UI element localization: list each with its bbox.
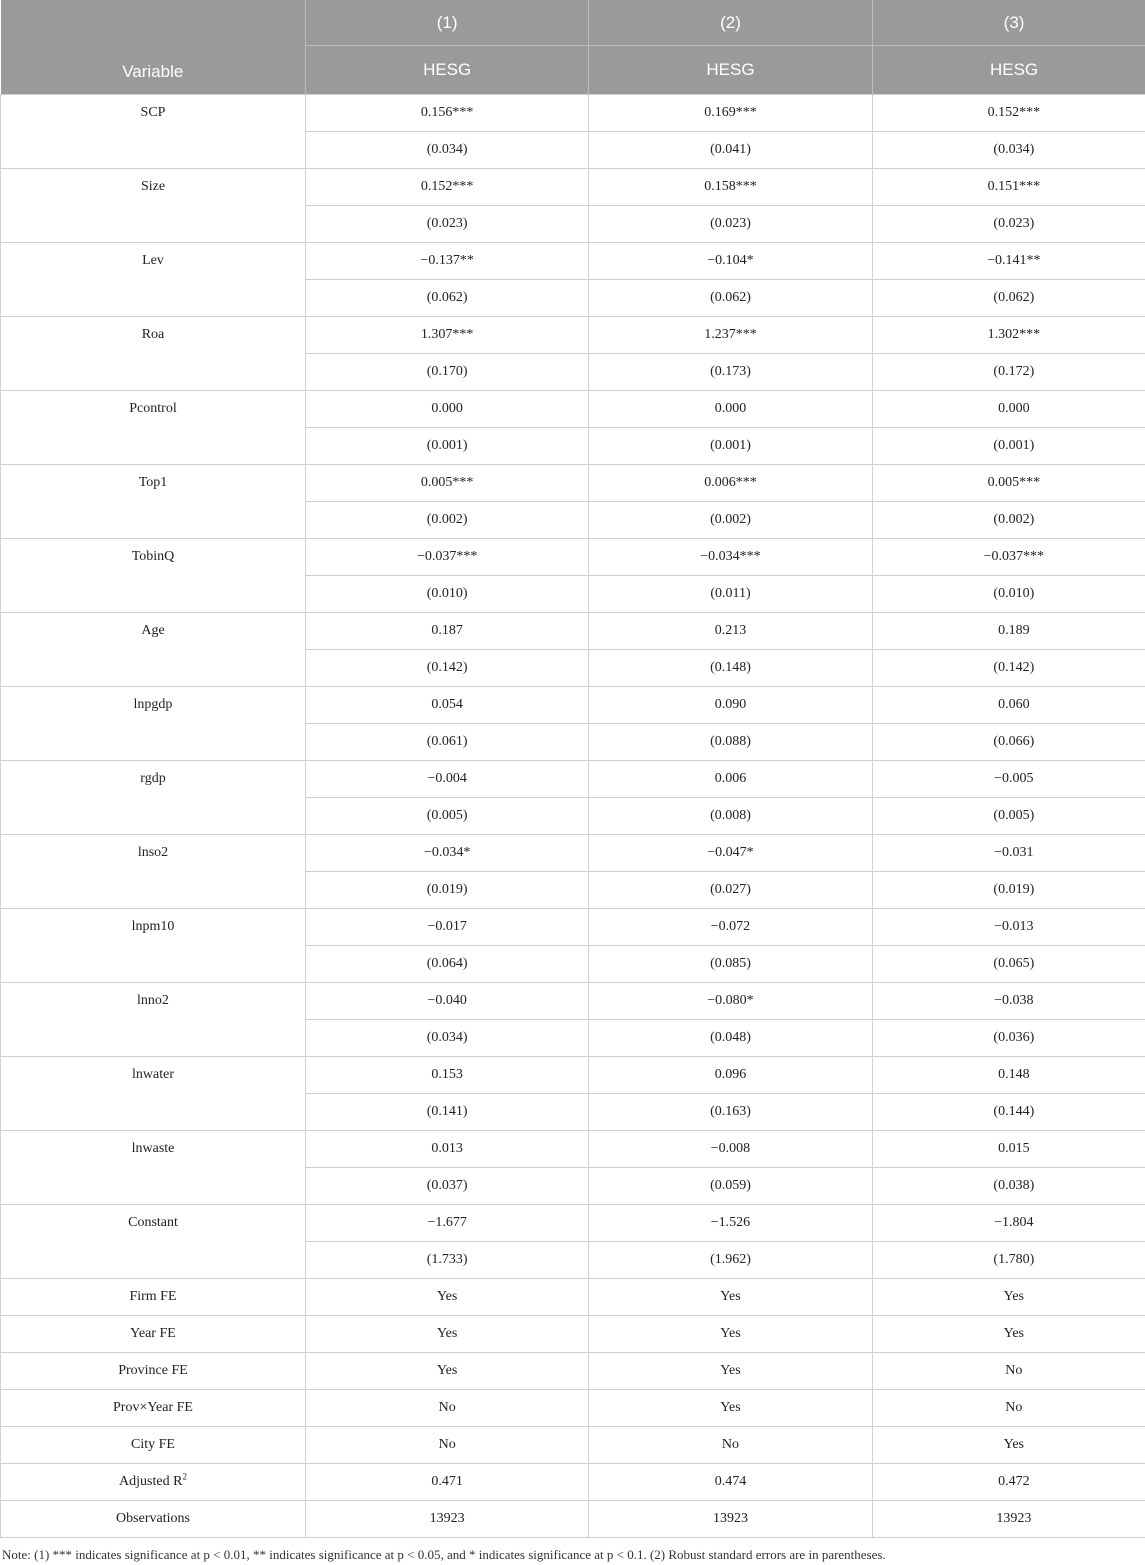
standard-error-cell: (1.780) [872, 1242, 1145, 1279]
fixed-effect-value: Yes [306, 1353, 589, 1390]
table-row [1, 1205, 1145, 1242]
standard-error-cell: (0.008) [589, 798, 872, 835]
coefficient-cell: 0.189 [872, 613, 1145, 650]
table-row [1, 1316, 1145, 1353]
coefficient-cell: 0.158*** [589, 169, 872, 206]
standard-error-cell: (0.163) [589, 1094, 872, 1131]
variable-header: Variable [1, 0, 306, 95]
fixed-effect-value: Yes [589, 1316, 872, 1353]
coefficient-cell: 0.015 [872, 1131, 1145, 1168]
coefficient-cell: 0.153 [306, 1057, 589, 1094]
coefficient-cell: 0.152*** [306, 169, 589, 206]
table-row [1, 835, 1145, 872]
standard-error-cell: (1.733) [306, 1242, 589, 1279]
fixed-effect-name: Firm FE [1, 1279, 306, 1316]
table-row [1, 1279, 1145, 1316]
standard-error-cell: (0.062) [872, 280, 1145, 317]
variable-name: TobinQ [1, 539, 306, 613]
coefficient-cell: 0.213 [589, 613, 872, 650]
coefficient-cell: −0.047* [589, 835, 872, 872]
coefficient-cell: −0.013 [872, 909, 1145, 946]
standard-error-cell: (0.023) [589, 206, 872, 243]
fixed-effect-name: Prov×Year FE [1, 1390, 306, 1427]
standard-error-cell: (0.037) [306, 1168, 589, 1205]
fixed-effect-value: No [306, 1427, 589, 1464]
coefficient-cell: −0.137** [306, 243, 589, 280]
table-row [1, 465, 1145, 502]
fixed-effect-value: No [872, 1353, 1145, 1390]
standard-error-cell: (0.041) [589, 132, 872, 169]
variable-name: lnpm10 [1, 909, 306, 983]
fixed-effect-value: No [589, 1427, 872, 1464]
coefficient-cell: 0.060 [872, 687, 1145, 724]
coefficient-cell: −0.038 [872, 983, 1145, 1020]
standard-error-cell: (0.048) [589, 1020, 872, 1057]
coefficient-cell: 0.187 [306, 613, 589, 650]
standard-error-cell: (0.005) [872, 798, 1145, 835]
table-row [1, 983, 1145, 1020]
table-row [1, 539, 1145, 576]
standard-error-cell: (0.010) [306, 576, 589, 613]
observations-value: 13923 [306, 1501, 589, 1538]
coefficient-cell: −0.141** [872, 243, 1145, 280]
table-row [1, 391, 1145, 428]
coefficient-cell: 0.096 [589, 1057, 872, 1094]
standard-error-cell: (0.001) [589, 428, 872, 465]
table-row [1, 909, 1145, 946]
variable-name: Age [1, 613, 306, 687]
variable-name: Size [1, 169, 306, 243]
standard-error-cell: (0.059) [589, 1168, 872, 1205]
variable-name: lnwaste [1, 1131, 306, 1205]
coefficient-cell: 1.302*** [872, 317, 1145, 354]
table-row [1, 169, 1145, 206]
variable-name: SCP [1, 95, 306, 169]
variable-name: rgdp [1, 761, 306, 835]
standard-error-cell: (0.064) [306, 946, 589, 983]
coefficient-cell: 0.000 [306, 391, 589, 428]
table-row [1, 1353, 1145, 1390]
standard-error-cell: (0.005) [306, 798, 589, 835]
fixed-effect-name: Province FE [1, 1353, 306, 1390]
fixed-effect-name: City FE [1, 1427, 306, 1464]
adjusted-r2-superscript: 2 [182, 1471, 187, 1482]
coefficient-cell: 0.006 [589, 761, 872, 798]
fixed-effect-value: Yes [306, 1316, 589, 1353]
standard-error-cell: (0.148) [589, 650, 872, 687]
table-row [1, 1464, 1145, 1501]
variable-name: Roa [1, 317, 306, 391]
table-row [1, 1501, 1145, 1538]
fixed-effect-value: Yes [306, 1279, 589, 1316]
coefficient-cell: 0.169*** [589, 95, 872, 132]
coefficient-cell: 0.000 [872, 391, 1145, 428]
coefficient-cell: 0.156*** [306, 95, 589, 132]
standard-error-cell: (0.002) [589, 502, 872, 539]
coefficient-cell: 0.151*** [872, 169, 1145, 206]
variable-name: lnwater [1, 1057, 306, 1131]
standard-error-cell: (0.066) [872, 724, 1145, 761]
table-row [1, 687, 1145, 724]
coefficient-cell: −0.037*** [872, 539, 1145, 576]
coefficient-cell: −0.005 [872, 761, 1145, 798]
standard-error-cell: (0.023) [306, 206, 589, 243]
standard-error-cell: (0.065) [872, 946, 1145, 983]
variable-name: Pcontrol [1, 391, 306, 465]
standard-error-cell: (0.038) [872, 1168, 1145, 1205]
coefficient-cell: −0.040 [306, 983, 589, 1020]
fixed-effect-value: Yes [872, 1279, 1145, 1316]
coefficient-cell: −0.017 [306, 909, 589, 946]
coefficient-cell: 0.152*** [872, 95, 1145, 132]
table-row [1, 1390, 1145, 1427]
fixed-effect-value: No [306, 1390, 589, 1427]
variable-name: Top1 [1, 465, 306, 539]
standard-error-cell: (0.002) [306, 502, 589, 539]
coefficient-cell: 0.013 [306, 1131, 589, 1168]
adjusted-r2-text: Adjusted R [119, 1474, 183, 1489]
table-row [1, 95, 1145, 132]
standard-error-cell: (0.023) [872, 206, 1145, 243]
standard-error-cell: (0.085) [589, 946, 872, 983]
table-header [1, 0, 1145, 95]
adjusted-r2-value: 0.472 [872, 1464, 1145, 1501]
standard-error-cell: (0.062) [306, 280, 589, 317]
observations-value: 13923 [872, 1501, 1145, 1538]
coefficient-cell: 0.148 [872, 1057, 1145, 1094]
adjusted-r2-label [1, 1464, 306, 1501]
table-body [1, 95, 1145, 1538]
standard-error-cell: (0.010) [872, 576, 1145, 613]
standard-error-cell: (0.011) [589, 576, 872, 613]
standard-error-cell: (0.173) [589, 354, 872, 391]
standard-error-cell: (0.088) [589, 724, 872, 761]
dependent-variable-3: HESG [872, 46, 1145, 95]
dependent-variable-2: HESG [589, 46, 872, 95]
coefficient-cell: −0.004 [306, 761, 589, 798]
fixed-effect-name: Year FE [1, 1316, 306, 1353]
coefficient-cell: −0.072 [589, 909, 872, 946]
column-number-1: (1) [306, 0, 589, 46]
variable-name: lnno2 [1, 983, 306, 1057]
table-row [1, 243, 1145, 280]
standard-error-cell: (0.034) [306, 132, 589, 169]
coefficient-cell: 0.006*** [589, 465, 872, 502]
fixed-effect-value: Yes [872, 1316, 1145, 1353]
adjusted-r2-value: 0.474 [589, 1464, 872, 1501]
standard-error-cell: (0.019) [872, 872, 1145, 909]
fixed-effect-value: Yes [589, 1353, 872, 1390]
fixed-effect-value: Yes [589, 1390, 872, 1427]
fixed-effect-value: Yes [872, 1427, 1145, 1464]
coefficient-cell: −0.008 [589, 1131, 872, 1168]
standard-error-cell: (0.019) [306, 872, 589, 909]
table-row [1, 1131, 1145, 1168]
standard-error-cell: (0.170) [306, 354, 589, 391]
coefficient-cell: −0.104* [589, 243, 872, 280]
standard-error-cell: (0.062) [589, 280, 872, 317]
coefficient-cell: −1.677 [306, 1205, 589, 1242]
coefficient-cell: 0.054 [306, 687, 589, 724]
standard-error-cell: (0.141) [306, 1094, 589, 1131]
observations-value: 13923 [589, 1501, 872, 1538]
adjusted-r2-value: 0.471 [306, 1464, 589, 1501]
coefficient-cell: 0.005*** [306, 465, 589, 502]
standard-error-cell: (1.962) [589, 1242, 872, 1279]
column-number-3: (3) [872, 0, 1145, 46]
standard-error-cell: (0.002) [872, 502, 1145, 539]
variable-name: Lev [1, 243, 306, 317]
standard-error-cell: (0.034) [872, 132, 1145, 169]
standard-error-cell: (0.034) [306, 1020, 589, 1057]
standard-error-cell: (0.061) [306, 724, 589, 761]
standard-error-cell: (0.001) [872, 428, 1145, 465]
coefficient-cell: −1.804 [872, 1205, 1145, 1242]
standard-error-cell: (0.142) [872, 650, 1145, 687]
column-number-2: (2) [589, 0, 872, 46]
standard-error-cell: (0.001) [306, 428, 589, 465]
coefficient-cell: −0.037*** [306, 539, 589, 576]
coefficient-cell: 0.005*** [872, 465, 1145, 502]
table-row [1, 317, 1145, 354]
coefficient-cell: −1.526 [589, 1205, 872, 1242]
fixed-effect-value: Yes [589, 1279, 872, 1316]
coefficient-cell: 1.307*** [306, 317, 589, 354]
observations-label: Observations [1, 1501, 306, 1538]
standard-error-cell: (0.142) [306, 650, 589, 687]
table-row [1, 761, 1145, 798]
table-row [1, 1057, 1145, 1094]
coefficient-cell: −0.080* [589, 983, 872, 1020]
fixed-effect-value: No [872, 1390, 1145, 1427]
variable-name: Constant [1, 1205, 306, 1279]
standard-error-cell: (0.144) [872, 1094, 1145, 1131]
coefficient-cell: −0.034*** [589, 539, 872, 576]
standard-error-cell: (0.172) [872, 354, 1145, 391]
standard-error-cell: (0.036) [872, 1020, 1145, 1057]
table-row [1, 1427, 1145, 1464]
coefficient-cell: −0.031 [872, 835, 1145, 872]
table-row [1, 613, 1145, 650]
coefficient-cell: 0.000 [589, 391, 872, 428]
dependent-variable-1: HESG [306, 46, 589, 95]
coefficient-cell: 1.237*** [589, 317, 872, 354]
variable-name: lnpgdp [1, 687, 306, 761]
standard-error-cell: (0.027) [589, 872, 872, 909]
variable-name: lnso2 [1, 835, 306, 909]
coefficient-cell: −0.034* [306, 835, 589, 872]
table-note: Note: (1) *** indicates significance at p < 0.01, ** indicates significance at p < 0.05, and * indicates significance at p < 0.1. (2) Robust standard errors are in parentheses. [2, 1547, 886, 1562]
coefficient-cell: 0.090 [589, 687, 872, 724]
